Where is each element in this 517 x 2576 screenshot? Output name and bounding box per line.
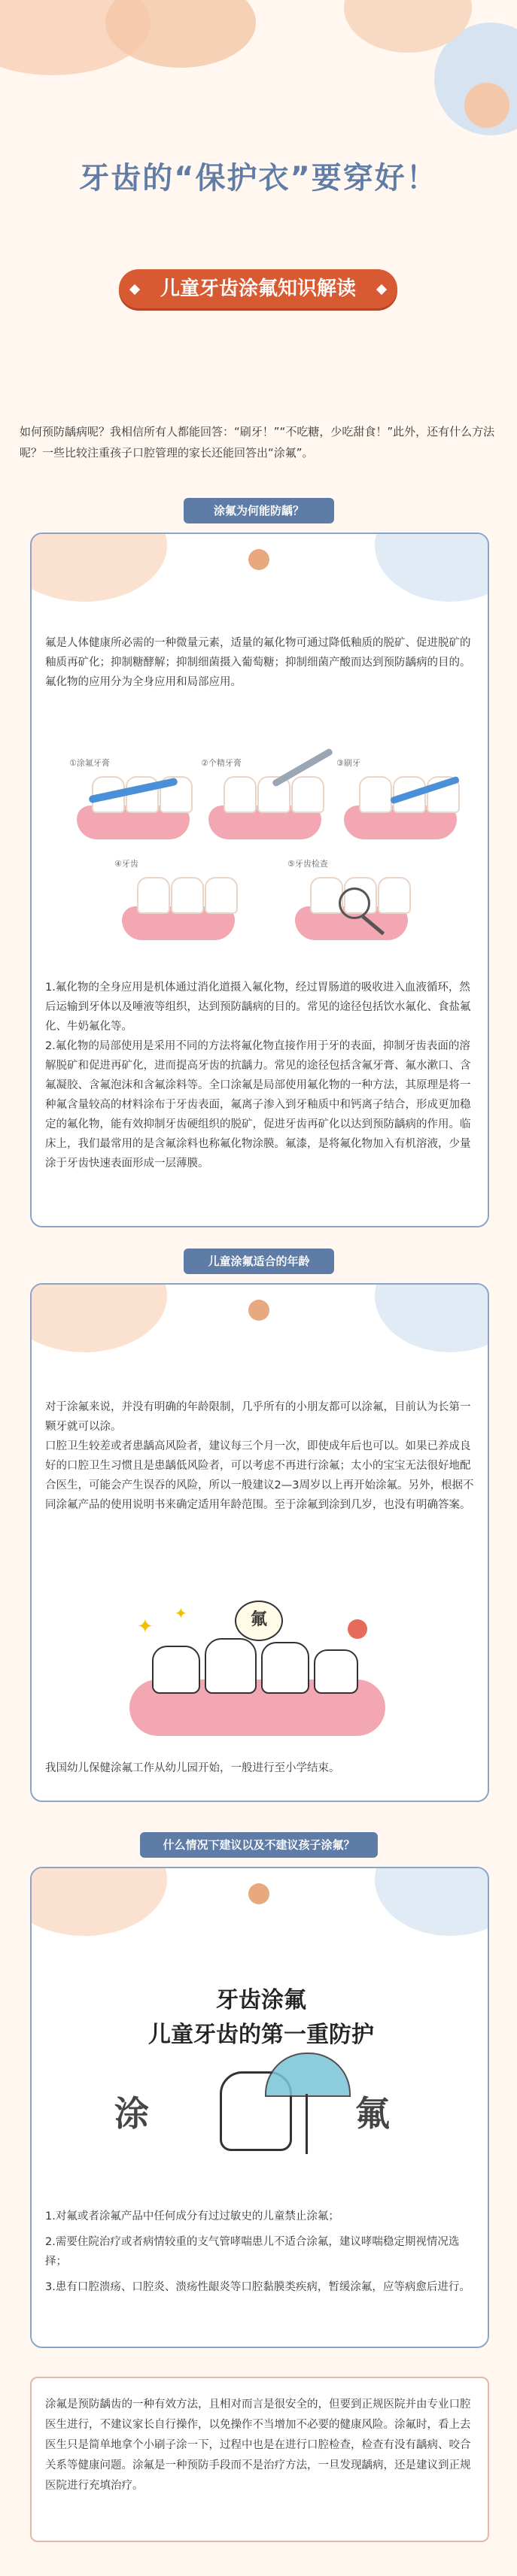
fluoride-bubble: 氟 xyxy=(235,1601,283,1641)
card-decor xyxy=(375,532,489,602)
paragraph: 2.需要住院治疗或者病情较重的支气管哮喘患儿不适合涂氟，建议哮喘稳定期视情况选择； xyxy=(45,2236,460,2268)
conclusion-text: 涂氟是预防龋齿的一种有效方法，且相对而言是很安全的，但要到正规医院并由专业口腔医生进行，不建议家长自行操作，以免操作不当增加不必要的健康风险。涂氟时，看上去医生只是简单地拿个小刷子涂一下，过程中也是在进行口腔检查，检查有没有龋病、咬合关系等健康问题。涂氟是一种预防手段而不是治疗方法，一旦发现龋病，还是建议到正规医院进行充填治疗。 xyxy=(45,2399,471,2492)
paragraph: 氟是人体健康所必需的一种微量元素，适量的氟化物可通过降低釉质的脱矿、促进脱矿的釉质再矿化；抑制糖酵解；抑制细菌摄入葡萄糖；抑制细菌产酸而达到预防龋病的目的。 xyxy=(45,637,471,669)
text-block xyxy=(45,1758,474,1778)
fluoride-illustration: 氟 ✦ ✦ xyxy=(122,1601,393,1743)
tooth-illustration xyxy=(114,857,242,948)
section-title-3: 什么情况下建议以及不建议孩子涂氟？ xyxy=(140,1832,378,1858)
card-dot xyxy=(248,1883,269,1904)
image-caption: ④牙齿 xyxy=(114,859,138,869)
card-decor xyxy=(375,1867,489,1936)
paragraph: 1.氟化物的全身应用是机体通过消化道摄入氟化物，经过胃肠道的吸收进入血液循环，然后运输到牙体以及唾液等组织，达到预防龋病的目的。常见的途径包括饮水氟化、食盐氟化、牛奶氟化等。 xyxy=(45,982,471,1033)
poster-illustration xyxy=(99,1981,423,2177)
poster-word: 涂 xyxy=(114,2093,149,2134)
decor-blob xyxy=(105,0,256,68)
section-title-2: 儿童涂氟适合的年龄 xyxy=(184,1249,334,1274)
tooth-illustration xyxy=(287,857,415,948)
conclusion-box xyxy=(30,2377,489,2542)
image-caption: ②个精牙膏 xyxy=(201,758,242,768)
card-decor xyxy=(30,1867,167,1936)
card-section-1 xyxy=(30,532,489,1227)
intro-paragraph: 如何预防龋病呢？我相信所有人都能回答：“刷牙！”“不吃糖，少吃甜食！”此外，还有什么方法呢？一些比较注重孩子口腔管理的家长还能回答出“涂氟”。 xyxy=(20,425,495,460)
image-caption: ①涂氟牙膏 xyxy=(69,758,110,768)
text-block xyxy=(45,978,474,1173)
paragraph: 对于涂氟来说，并没有明确的年龄限制，几乎所有的小朋友都可以涂氟，目前认为长第一颗牙就可以涂。 xyxy=(45,1401,471,1433)
paragraph: 氟化物的应用分为全身应用和局部应用。 xyxy=(45,676,242,688)
image-caption: ⑤牙齿检查 xyxy=(287,859,328,869)
subtitle-badge: 儿童牙齿涂氟知识解读 xyxy=(119,269,397,308)
card-decor xyxy=(30,532,167,602)
text-block xyxy=(45,2207,474,2297)
poster-title: 牙齿涂氟 xyxy=(216,1987,306,2013)
tooth-illustration xyxy=(336,757,464,847)
poster-word: 氟 xyxy=(355,2093,390,2134)
section-title-1: 涂氟为何能防龋？ xyxy=(184,498,334,523)
card-section-3 xyxy=(30,1867,489,2348)
poster-subtitle: 儿童牙齿的第一重防护 xyxy=(148,2022,374,2048)
image-caption: ③刷牙 xyxy=(336,758,360,768)
decor-blob xyxy=(464,83,509,128)
card-decor xyxy=(375,1283,489,1352)
paragraph: 1.对氟或者涂氟产品中任何成分有过过敏史的儿童禁止涂氟； xyxy=(45,2210,339,2223)
text-block xyxy=(45,1397,474,1515)
paragraph: 我国幼儿保健涂氟工作从幼儿园开始，一般进行至小学结束。 xyxy=(45,1762,340,1774)
tooth-illustration xyxy=(201,757,329,847)
paragraph: 口腔卫生较差或者患龋高风险者，建议每三个月一次，即使成年后也可以。如果已养成良好的口腔卫生习惯且是患龋低风险者，可以考虑不再进行涂氟；太小的宝宝无法很好地配合医生，可能会产生误吞的风险，所以一般建议2—3周岁以上再开始涂氟。另外，根据不同涂氟产品的使用说明书来确定适用年龄范围。至于涂氟到涂到几岁，也没有明确答案。 xyxy=(45,1440,474,1511)
card-section-2 xyxy=(30,1283,489,1802)
card-dot xyxy=(248,549,269,570)
paragraph: 3.患有口腔溃疡、口腔炎、溃疡性龈炎等口腔黏膜类疾病，暂缓涂氟，应等病愈后进行。 xyxy=(45,2281,470,2293)
tooth-illustration xyxy=(69,757,197,847)
card-decor xyxy=(30,1283,167,1352)
text-block xyxy=(45,633,474,692)
paragraph: 2.氟化物的局部使用是采用不同的方法将氟化物直接作用于牙的表面，抑制牙齿表面的溶解脱矿和促进再矿化，进而提高牙齿的抗龋力。常见的途径包括含氟牙膏、氟水漱口、含氟凝胶、含氟泡沫和含氟涂料等。全口涂氟是局部使用氟化物的一种方法，其原理是将一种氟含量较高的材料涂布于牙齿表面，氟离子渗入到牙釉质中和钙离子结合，形成更加稳定的氟化物，能有效抑制牙齿硬组织的脱矿，促进牙齿再矿化以达到预防龋病的作用。临床上，我们最常用的是含氟涂料也称氟化物涂膜。氟漆，是将氟化物加入有机溶液，少量涂于牙齿快速表面形成一层薄膜。 xyxy=(45,1040,471,1170)
main-title: 牙齿的“保护衣”要穿好！ xyxy=(79,161,438,196)
card-dot xyxy=(248,1300,269,1321)
